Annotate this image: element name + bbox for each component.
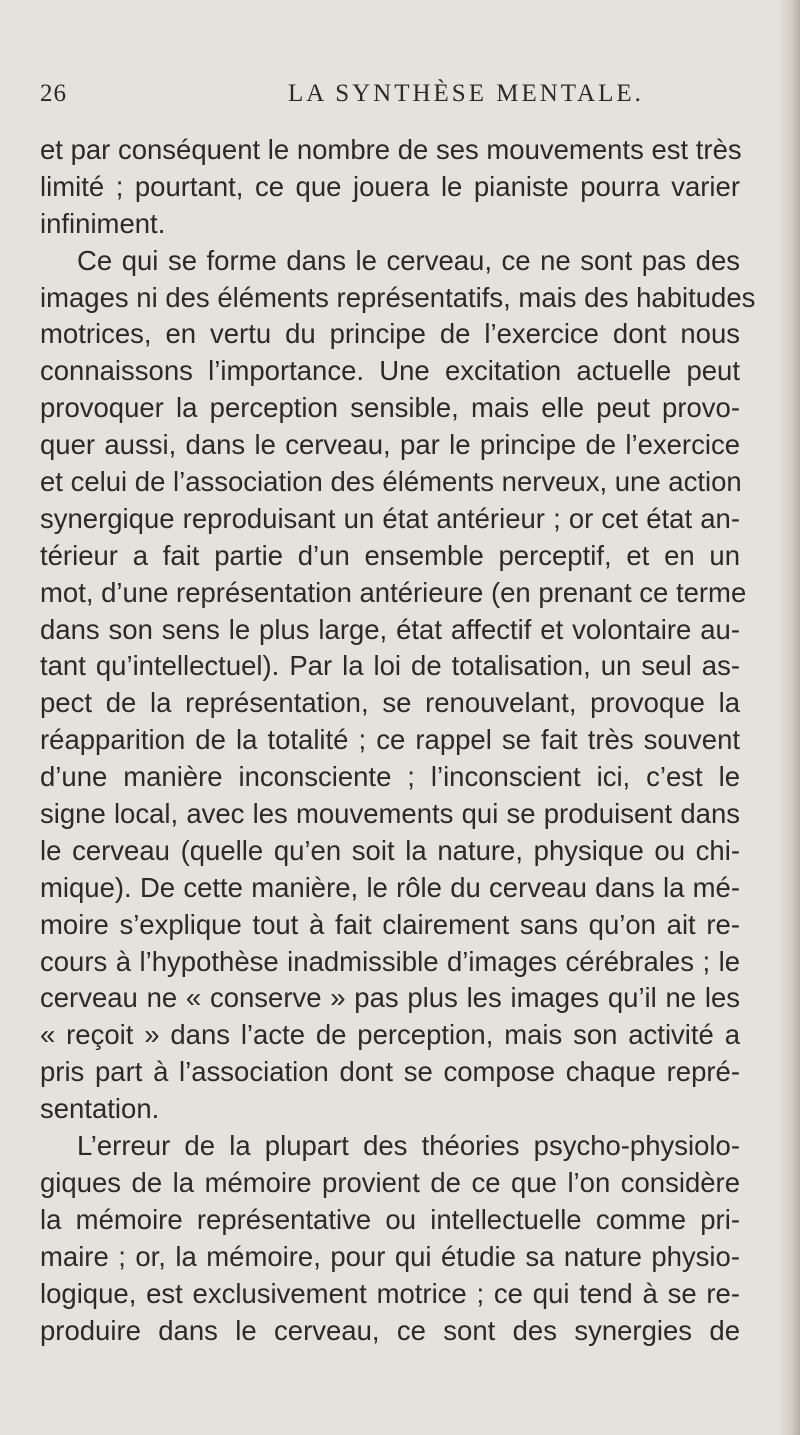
text-line: limité ; pourtant, ce que jouera le pianiste pourra varier (40, 170, 740, 202)
text-line: « reçoit » dans l’acte de perception, mais son activité a (40, 1019, 740, 1051)
text-line: et celui de l’association des éléments nerveux, une action (40, 466, 742, 498)
text-line: la mémoire représentative ou intellectuelle comme pri- (40, 1203, 740, 1235)
text-line: maire ; or, la mémoire, pour qui étudie sa nature physio- (40, 1240, 740, 1272)
text-line: produire dans le cerveau, ce sont des synergies de (40, 1314, 740, 1346)
text-line: et par conséquent le nombre de ses mouvements est très (40, 134, 742, 165)
text-line: logique, est exclusivement motrice ; ce qui tend à se re- (40, 1277, 740, 1309)
text-line: cours à l’hypothèse inadmissible d’images cérébrales ; le (40, 945, 740, 977)
text-line: giques de la mémoire provient de ce que l’on considère (40, 1166, 740, 1198)
text-line: réapparition de la totalité ; ce rappel se fait très souvent (40, 724, 740, 756)
text-line: cerveau ne « conserve » pas plus les images qu’il ne les (40, 982, 740, 1014)
text-line: synergique reproduisant un état antérieur ; or cet état an- (40, 502, 740, 534)
body-text (40, 132, 756, 1349)
text-line: moire s’explique tout à fait clairement sans qu’on ait re- (40, 908, 740, 940)
text-line: sentation. (40, 1093, 160, 1125)
page-edge-shadow (778, 0, 800, 1435)
text-line: mot, d’une représentation antérieure (en prenant ce terme (40, 576, 747, 608)
text-line: motrices, en vertu du principe de l’exercice dont nous (40, 318, 740, 350)
text-line: L’erreur de la plupart des théories psycho-physiolo- (77, 1130, 740, 1162)
text-line: quer aussi, dans le cerveau, par le principe de l’exercice (40, 429, 740, 461)
page-number: 26 (40, 80, 67, 107)
text-line: pris part à l’association dont se compose chaque repré- (40, 1056, 740, 1088)
text-line: le cerveau (quelle qu’en soit la nature, physique ou chi- (40, 834, 740, 866)
running-title: LA SYNTHÈSE MENTALE. (288, 80, 644, 107)
text-line: Ce qui se forme dans le cerveau, ce ne sont pas des (77, 244, 740, 276)
page-header (40, 80, 740, 120)
text-line: connaissons l’importance. Une excitation actuelle peut (40, 355, 740, 387)
text-line: tant qu’intellectuel). Par la loi de totalisation, un seul as- (40, 650, 740, 682)
text-line: térieur a fait partie d’un ensemble perceptif, et en un (40, 539, 740, 571)
text-line: pect de la représentation, se renouvelant, provoque la (40, 687, 740, 719)
text-line: dans son sens le plus large, état affectif et volontaire au- (40, 613, 740, 645)
text-line: d’une manière inconsciente ; l’inconscient ici, c’est le (40, 761, 740, 793)
text-line: mique). De cette manière, le rôle du cerveau dans la mé- (40, 871, 740, 903)
text-line: infiniment. (40, 207, 166, 239)
text-line: images ni des éléments représentatifs, mais des habitudes (40, 281, 756, 313)
text-line: signe local, avec les mouvements qui se produisent dans (40, 798, 740, 830)
text-line: provoquer la perception sensible, mais elle peut provo- (40, 392, 740, 424)
